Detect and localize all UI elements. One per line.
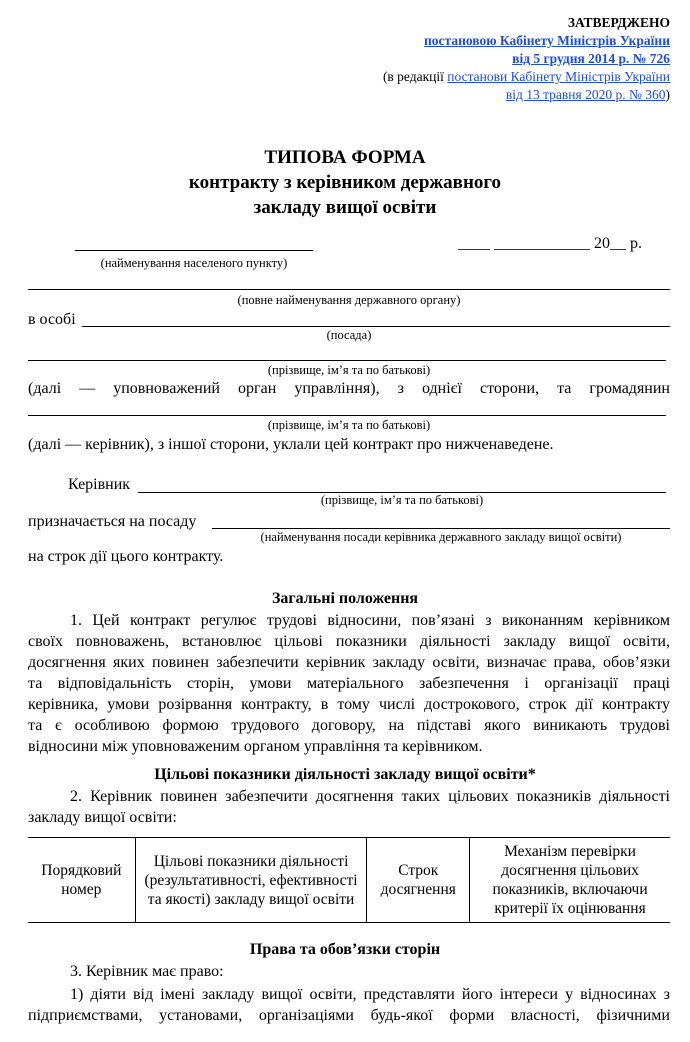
section3-line: 1) діяти від імені закладу вищої освіти, представляти його інтереси у відносинах з — [70, 986, 670, 1003]
name-caption-2: (прізвище, ім’я та по батькові) — [267, 418, 431, 432]
term-text: на строк дії цього контракту. — [28, 548, 224, 565]
resolution-link-text[interactable]: постановою Кабінету Міністрів України — [424, 33, 670, 48]
section3-item: 3. Керівник має право: — [70, 963, 224, 980]
party2-text: (далі — керівник), з іншої сторони, уклали цей контракт про нижченаведене. — [28, 436, 554, 453]
edition-line — [383, 68, 670, 85]
table-header-row — [28, 838, 670, 923]
edition-open: (в редакції — [382, 69, 448, 84]
head-label: Керівник — [68, 476, 131, 493]
name-caption-1: (прізвище, ім’я та по батькові) — [267, 363, 431, 377]
section1-line: керівника, умови розірвання контракту, в тому числі дострокового, строк дії контракту — [28, 696, 670, 713]
appointed-label: призначається на посаду — [28, 513, 197, 530]
name-caption-3: (прізвище, ім’я та по батькові) — [320, 493, 484, 507]
authority-caption: (повне найменування державного органу) — [237, 293, 461, 307]
edition-resolution-link[interactable]: постанови Кабінету Міністрів України — [447, 69, 670, 84]
resolution-link[interactable] — [424, 32, 670, 49]
section-heading-rights: Права та обов’язки сторін — [249, 941, 441, 958]
position-caption: (посада) — [326, 328, 372, 342]
section1-line: та є особливою формою трудового договору, на підставі якого виникають трудові — [28, 717, 670, 734]
position-blank-line — [82, 326, 670, 327]
section-heading-general: Загальні положення — [271, 590, 419, 607]
section1-line: відносини між уповноваженим органом управління та керівником. — [28, 738, 483, 755]
resolution-date-link-text[interactable]: від 5 грудня 2014 р. № 726 — [512, 51, 670, 66]
place-caption: (найменування населеного пункту) — [100, 256, 288, 270]
section1-line: досягнення яких повинен забезпечити керівник закладу освіти, визначає права, обов’язки — [28, 654, 670, 671]
section2-line: 2. Керівник повинен забезпечити досягнення таких цільових показників діяльності — [70, 788, 670, 805]
section1-line: та відповідальність сторін, умови матеріального забезпечення і організації праці — [28, 675, 670, 692]
section3-line: підприємствами, установами, організаціями будь-якої форми власності, фізичними — [28, 1007, 670, 1024]
date-blank: ____ ____________ 20__ р. — [458, 235, 642, 252]
post-caption: (найменування посади керівника державного закладу вищої освіти) — [260, 530, 622, 544]
in-person-label: в особі — [28, 311, 76, 328]
edition-date-line — [506, 86, 670, 103]
section1-line: 1. Цей контракт регулює трудові відносини, пов’язані з виконанням керівником — [70, 612, 670, 629]
document-subtitle-1: контракту з керівником державного — [188, 172, 502, 193]
document-subtitle-2: закладу вищої освіти — [253, 197, 437, 218]
edition-date-link[interactable]: від 13 травня 2020 р. № 360 — [505, 87, 666, 102]
table-header-number: Порядковий номер — [41, 862, 122, 898]
post-blank-line — [212, 528, 670, 529]
section2-line: закладу вищої освіти: — [28, 809, 177, 826]
section1-line: своїх повноважень, встановлює цільові показники діяльності закладу вищої освіти, — [28, 633, 670, 650]
table-header-mechanism: Механізм перевірки досягнення цільових показників, включаючи критерії їх оцінювання — [470, 838, 670, 923]
resolution-date-link[interactable] — [512, 50, 670, 67]
edition-close: ) — [665, 87, 670, 102]
table-header-targets: Цільові показники діяльності (результативності, ефективності та якості) закладу вищої освіти — [135, 838, 367, 923]
section-heading-targets: Цільові показники діяльності закладу вищої освіти* — [154, 766, 536, 783]
party1-text: (далі — уповноважений орган управління), з однієї сторони, та громадянин — [28, 380, 670, 397]
document-title: ТИПОВА ФОРМА — [264, 147, 426, 168]
table-header-deadline: Строк досягнення — [367, 838, 470, 923]
approved-label: ЗАТВЕРДЖЕНО — [567, 15, 670, 30]
place-blank-line — [75, 250, 313, 251]
targets-table — [28, 837, 670, 923]
name-blank-line-2 — [28, 415, 666, 416]
authority-blank-line — [28, 289, 670, 290]
name-blank-line-1 — [28, 360, 666, 361]
